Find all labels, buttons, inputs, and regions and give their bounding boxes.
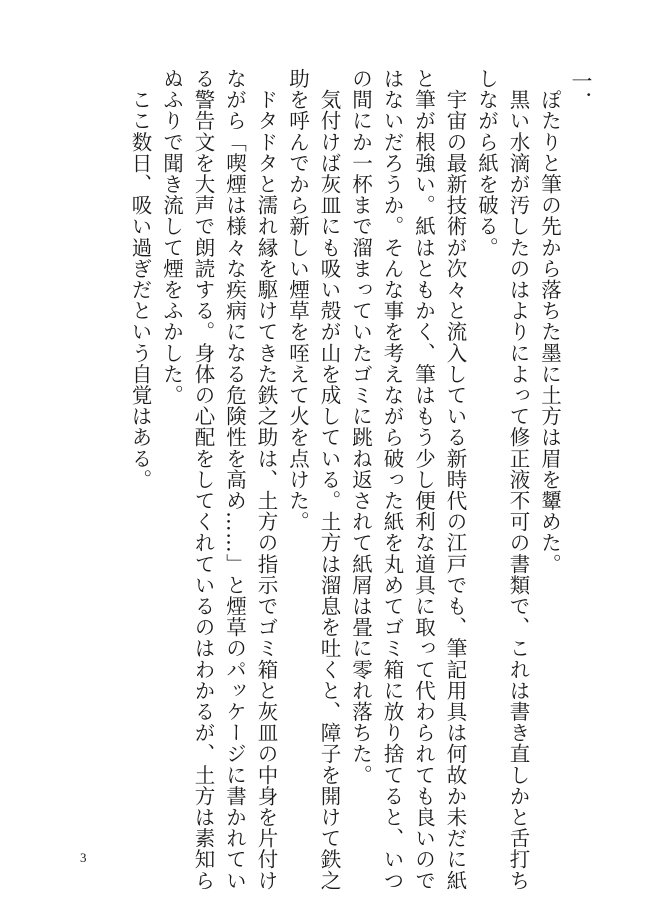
text-line: 助を呼んでから新しい煙草を咥えて火を点けた。 [285,68,310,533]
vertical-text-body [124,68,597,891]
page-number: 3 [80,850,87,865]
text-line: ドタドタと濡れ縁を駆けてきた鉄之助は、土方の指示でゴミ箱と灰皿の中身を片付け [254,68,278,891]
text-line: 黒い水滴が汚したのはよりによって修正液不可の書類で、これは書き直しかと舌打ち [506,68,530,891]
text-line: る警告文を大声で朗読する。身体の心配をしてくれているのはわかるが、土方は素知ら [191,68,215,891]
text-line: ながら「喫煙は様々な疾病になる危険性を高め……」と煙草のパッケージに書かれてい [222,68,247,891]
text-line: ぬふりで聞き流して煙をふかした。 [159,68,184,406]
text-line: 宇宙の最新技術が次々と流入している新時代の江戸でも、筆記用具は何故か未だに紙 [443,68,467,891]
chapter-heading: 一． [569,70,593,114]
text-line: しながら紙を破る。 [474,68,499,258]
text-line: ここ数日、吸い過ぎだという自覚はある。 [128,68,152,490]
text-line: はないだろうか。そんな事を考えながら破った紙を丸めてゴミ箱に放り捨てると、いつ [380,68,404,891]
text-line: 気付けば灰皿にも吸い殻が山を成している。土方は溜息を吐くと、障子を開けて鉄之 [317,68,341,891]
text-line: ぽたりと筆の先から落ちた墨に土方は眉を顰めた。 [537,68,562,575]
text-line: の間にか一杯まで溜まっていたゴミに跳ね返されて紙屑は畳に零れ落ちた。 [348,68,373,786]
text-line: と筆が根強い。紙はともかく、筆はもう少し便利な道具に取って代わられても良いので [411,68,436,891]
